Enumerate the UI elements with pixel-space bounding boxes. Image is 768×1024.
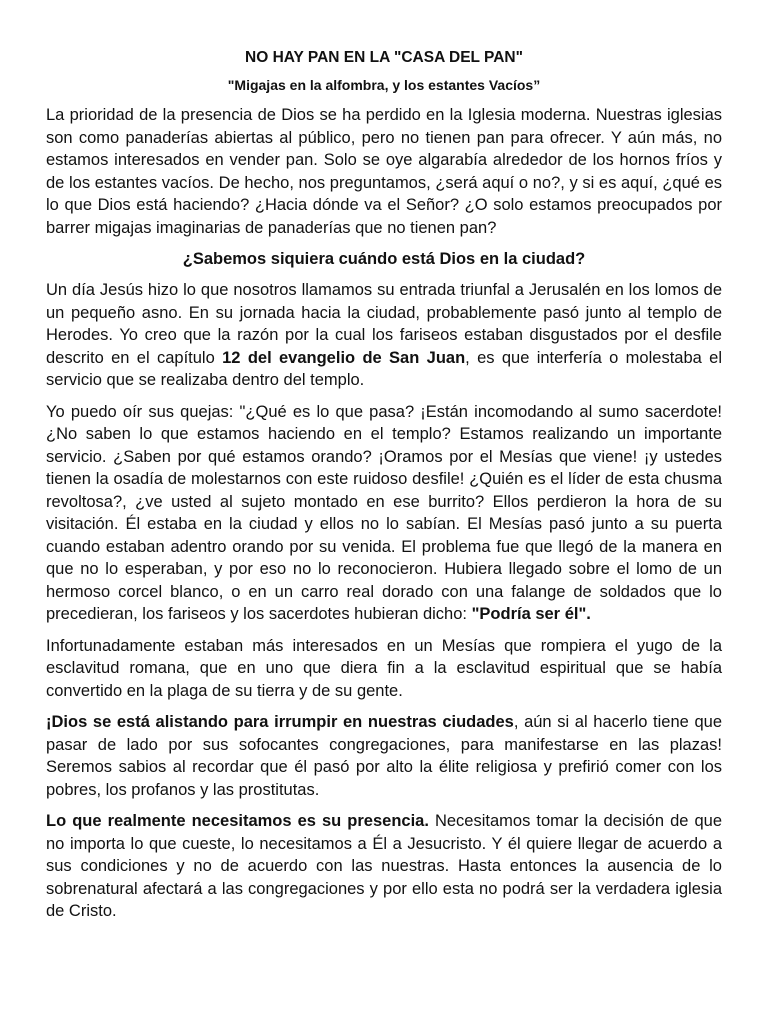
bible-reference: 12 del evangelio de San Juan xyxy=(222,348,466,367)
paragraph-entrada-triunfal xyxy=(46,279,722,392)
paragraph-intro xyxy=(46,104,722,239)
document-subtitle: "Migajas en la alfombra, y los estantes Vacíos” xyxy=(227,77,541,93)
paragraph-text: Necesitamos tomar la decisión de que no importa lo que cueste, lo necesitamos a Él a Jesucristo. Y él quiere llegar de acuerdo a sus condiciones y no de acuerdo con las nuestras. Hasta entonces la ausencia de lo sobrenatural afectará a las congregaciones y por ello esta no podrá ser la verdadera iglesia de Cristo. xyxy=(46,812,722,920)
paragraph-text: , aún si al hacerlo tiene que pasar de lado por sus sofocantes congregaciones, para manifestarse en las plazas! Seremos sabios al recordar que él pasó por alto la élite religiosa y prefirió comer con los pobres, los profanos y las prostitutas. xyxy=(46,713,722,799)
paragraph-infortunadamente xyxy=(46,635,722,703)
paragraph-quejas xyxy=(46,401,722,626)
paragraph-dios-alistando xyxy=(46,711,722,801)
bold-statement: ¡Dios se está alistando para irrumpir en nuestras ciudades xyxy=(46,713,514,731)
document-page xyxy=(46,48,722,932)
paragraph-text: Yo puedo oír sus quejas: "¿Qué es lo que pasa? ¡Están incomodando al sumo sacerdote! ¿No saben lo que estamos haciendo en el templo? Estamos realizando un importante servicio. ¿Saben por qué estamos orando? ¡Oramos por el Mesías que viene! ¡y ustedes tienen la osadía de molestarnos con este ruidoso desfile! ¿Quién es el líder de esta chusma revoltosa?, ¿ve usted al sujeto montado en ese burrito? Ellos perdieron la hora de su visitación. Él estaba en la ciudad y ellos no lo sabían. El Mesías pasó junto a su puerta cuando estaban adentro orando por su venida. El problema fue que llegó de la manera en que no lo esperaban, y por eso no lo reconocieron. Hubiera llegado sobre el lomo de un hermoso corcel blanco, o en un carro real dorado con una falange de soldados que lo precedieran, los fariseos y los sacerdotes hubieran dicho: xyxy=(46,402,722,623)
paragraph-intro-text: La prioridad de la presencia de Dios se ha perdido en la Iglesia moderna. Nuestras iglesias son como panaderías abiertas al público, pero no tienen pan para ofrecer. Y aún más, no estamos interesados en vender pan. Solo se oye algarabía alrededor de los hornos fríos y de los estantes vacíos. De hecho, nos preguntamos, ¿será aquí o no?, y si es aquí, ¿qué es lo que Dios está haciendo? ¿Hacia dónde va el Señor? ¿O solo estamos preocupados por barrer migajas imaginarias de panaderías que no tienen pan? xyxy=(46,106,722,237)
bold-statement: Lo que realmente necesitamos es su presencia. xyxy=(46,812,429,830)
document-title: NO HAY PAN EN LA "CASA DEL PAN" xyxy=(245,49,523,66)
paragraph-text: Un día Jesús hizo lo que nosotros llamamos su entrada triunfal a Jerusalén en los lomos de un pequeño asno. En su jornada hacia la ciudad, probablemente pasó junto al templo de Herodes. Yo creo que la razón por la cual los fariseos estaban disgustados por el desfile descrito en el capítulo xyxy=(46,281,722,367)
paragraph-text: Infortunadamente estaban más interesados en un Mesías que rompiera el yugo de la esclavitud romana, que en uno que diera fin a la esclavitud espiritual que se había convertido en la plaga de su tierra y de su gente. xyxy=(46,636,722,700)
bold-quote: "Podría ser él". xyxy=(471,605,591,623)
paragraph-text: , es que interfería o molestaba el servicio que se realizaba dentro del templo. xyxy=(46,348,722,389)
paragraph-presencia xyxy=(46,810,722,923)
section-heading: ¿Sabemos siquiera cuándo está Dios en la ciudad? xyxy=(182,250,586,268)
